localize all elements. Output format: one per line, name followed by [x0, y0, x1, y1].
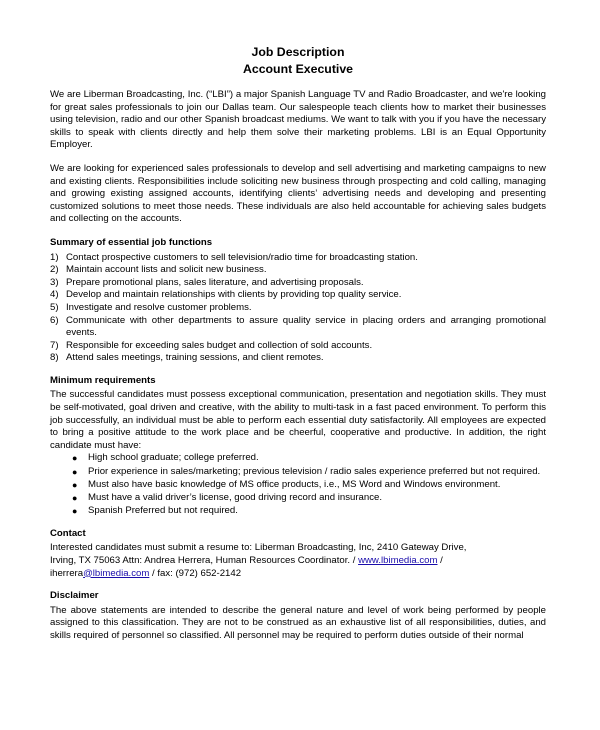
disclaimer-heading: Disclaimer: [50, 590, 99, 602]
list-item-text: Spanish Preferred but not required.: [88, 505, 238, 517]
bullet-icon: ●: [72, 466, 78, 477]
list-item-text: Must have a valid driver’s license, good driving record and insurance.: [88, 492, 383, 503]
list-number: 7): [50, 339, 59, 351]
contact-line-1: Interested candidates must submit a resume to: Liberman Broadcasting, Inc, 2410 Gateway Drive,: [50, 542, 467, 554]
list-item: [50, 277, 546, 290]
email-link[interactable]: @lbimedia.com: [83, 567, 150, 579]
list-number: 8): [50, 352, 59, 364]
list-item-text: Prior experience in sales/marketing; previous television / radio sales experience preferred but not required.: [88, 465, 541, 477]
email-user: iherrera: [50, 567, 84, 579]
requirements-heading: Minimum requirements: [50, 374, 156, 386]
list-number: 6): [50, 314, 59, 326]
bullet-icon: ●: [72, 479, 78, 490]
list-item-text: High school graduate; college preferred.: [88, 452, 259, 464]
title-block: [50, 44, 546, 77]
list-item: [50, 479, 546, 492]
list-number: 3): [50, 276, 59, 288]
list-item-text: Prepare promotional plans, sales literature, and advertising proposals.: [66, 276, 364, 288]
list-item-text: Maintain account lists and solicit new business.: [66, 264, 267, 276]
list-item: [50, 505, 546, 518]
contact-address: Irving, TX 75063 Attn: Andrea Herrera, Human Resources Coordinator. /: [50, 554, 359, 566]
document-subtitle: Account Executive: [242, 61, 354, 76]
list-item: [50, 466, 546, 479]
document-content: [50, 44, 546, 643]
list-item: [50, 352, 546, 365]
contact-block: [50, 542, 546, 580]
list-item: [50, 452, 546, 465]
website-link[interactable]: www.lbimedia.com: [358, 554, 438, 566]
list-item: [50, 252, 546, 265]
list-number: 4): [50, 289, 59, 301]
contact-separator: /: [437, 554, 443, 566]
functions-list: [50, 252, 546, 365]
list-item: [50, 340, 546, 353]
looking-paragraph: We are looking for experienced sales professionals to develop and sell advertising and marketing campaigns to new and existing clients. Responsibilities include soliciting new business through prospecting and cold calling, managing and growing existing assigned accounts, identifying clients’ advertising needs and developing and presenting customized solutions to meet those needs. These individuals are also held accountable for achieving sales budgets and collecting on the accounts.: [50, 162, 546, 225]
fax-number: / fax: (972) 652-2142: [149, 567, 242, 579]
intro-paragraph: We are Liberman Broadcasting, Inc. (“LBI”) a major Spanish Language TV and Radio Broadcaster, and we're looking for great sales professionals to join our Dallas team. Our salespeople teach clients how to market their businesses using television, radio and our other Spanish broadcast mediums. We want to talk with you if you have the necessary skills to speak with clients directly and help them solve their marketing problems. LBI is an Equal Opportunity Employer.: [50, 89, 546, 151]
contact-line-3: [50, 568, 546, 581]
list-item: [50, 315, 546, 340]
disclaimer-paragraph: The above statements are intended to describe the general nature and level of work being performed by people assigned to this classification. They are not to be construed as an exhaustive list of all responsibilities, duties, and skills required of personnel so classified. All personnel may be required to perform duties outside of their normal: [50, 604, 546, 641]
requirements-list: [50, 452, 546, 517]
list-item: [50, 302, 546, 315]
list-item-text: Investigate and resolve customer problems.: [66, 301, 252, 313]
list-item: [50, 289, 546, 302]
list-item-text: Communicate with other departments to assure quality service in placing orders and arranging promotional events.: [66, 314, 546, 339]
functions-heading: Summary of essential job functions: [50, 236, 213, 248]
contact-line-2: [50, 555, 546, 568]
list-item-text: Responsible for exceeding sales budget and collection of sold accounts.: [66, 339, 373, 351]
bullet-icon: ●: [72, 506, 78, 517]
list-item-text: Must also have basic knowledge of MS office products, i.e., MS Word and Windows environment.: [88, 478, 501, 490]
list-item-text: Contact prospective customers to sell television/radio time for broadcasting station.: [66, 251, 418, 263]
list-item-text: Attend sales meetings, training sessions, and client remotes.: [66, 352, 324, 364]
document-title: Job Description: [251, 45, 345, 59]
contact-heading: Contact: [50, 527, 86, 539]
list-item: [50, 492, 546, 505]
list-number: 1): [50, 251, 59, 263]
bullet-icon: ●: [72, 493, 78, 503]
list-number: 5): [50, 301, 59, 313]
bullet-icon: ●: [72, 453, 78, 464]
list-item-text: Develop and maintain relationships with clients by providing top quality service.: [66, 289, 402, 301]
requirements-paragraph: The successful candidates must possess exceptional communication, presentation and negotiation skills. They must be self-motivated, goal driven and creative, with the ability to multi-task in a fast paced environment. To perform this job successfully, an individual must be able to perform each essential duty satisfactorily. All employees are expected to bring a positive attitude to the work place and be cheerful, cooperative and productive. In addition, the right candidate must have:: [50, 389, 546, 451]
list-number: 2): [50, 264, 59, 276]
list-item: [50, 264, 546, 277]
